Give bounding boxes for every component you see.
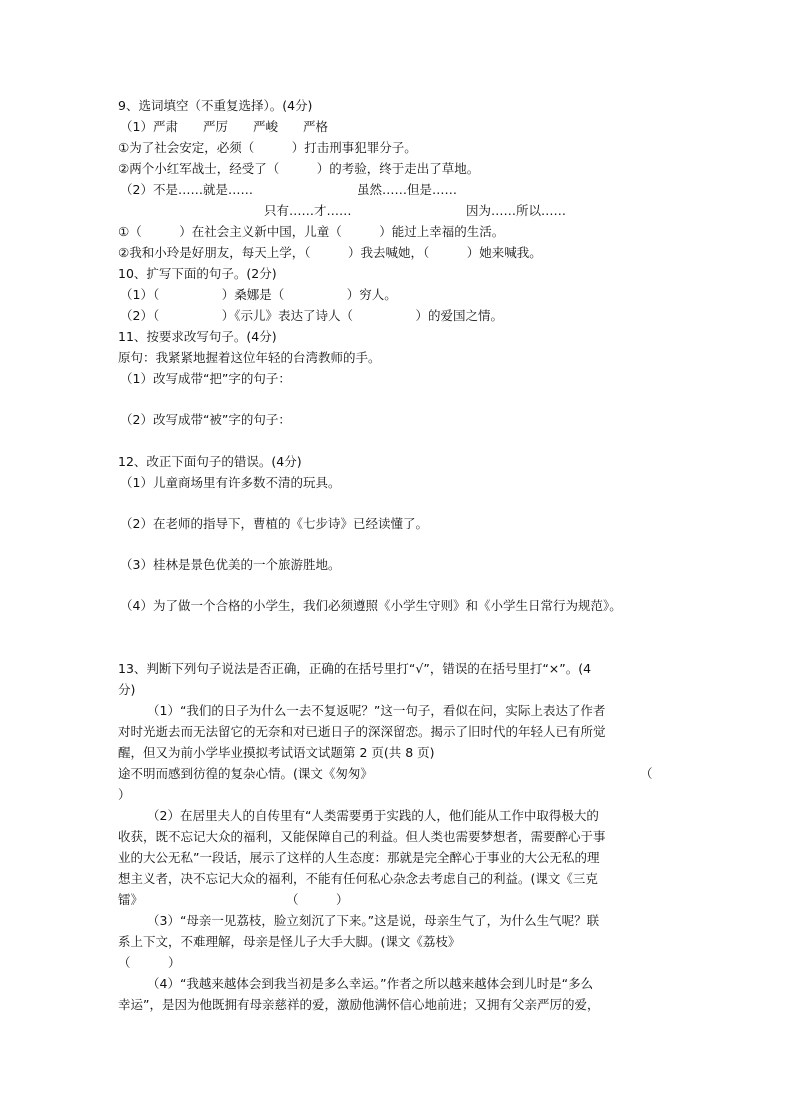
q9-sentence-2: ②两个小红军战士，经受了（ ）的考验，终于走出了草地。 [118,161,480,176]
q12-sentence-1: （1）儿童商场里有许多数不清的玩具。 [120,475,341,490]
q13-item1-bracket-open: （ [640,766,653,781]
q12-sentence-4: （4）为了做一个合格的小学生，我们必须遵照《小学生守则》和《小学生日常行为规范》。 [120,598,622,613]
q11-original: 原句：我紧紧地握着这位年轻的台湾教师的手。 [118,350,381,365]
q13-item1-bracket-close: ） [118,787,131,802]
q13-item1-line-1: （1）“我们的日子为什么一去不复返呢？”这一句子，看似在问，实际上表达了作者 [147,703,606,718]
q13-title-line-2: 分) [118,682,136,697]
q11-prompt-1: （1）改写成带“把”字的句子： [120,371,291,386]
q9-sentence-3: ①（ ）在社会主义新中国，儿童（ ）能过上幸福的生活。 [118,224,505,239]
q11-prompt-2: （2）改写成带“被”字的句子： [120,412,291,427]
q11-title: 11、按要求改写句子。(4分) [118,329,277,344]
q13-item1-line-2: 对时光逝去而无法留它的无奈和对已逝日子的深深留恋。揭示了旧时代的年轻人已有所觉 [118,724,606,739]
q13-item3-answer-brackets: （ ） [118,955,181,970]
q13-item3-line-1: （3）“母亲一见荔枝，脸立刻沉了下来。”这是说，母亲生气了，为什么生气呢？联 [147,913,600,928]
q12-sentence-3: （3）桂林是景色优美的一个旅游胜地。 [120,557,341,572]
q9-part2-option-b: 虽然……但是…… [357,182,458,197]
q13-item2-line-3: 业的大公无私”一段话，展示了这样的人生态度：那就是完全醉心于事业的大公无私的理 [118,850,600,865]
q13-item1-line-4: 途不明而感到彷徨的复杂心情。(课文《匆匆》 [118,766,373,781]
q12-title: 12、改正下面句子的错误。(4分) [118,454,302,469]
q13-item2-line-5: 镭》 [118,892,144,907]
q13-item2-line-4: 想主义者，决不忘记大众的福利，不能有任何私心杂念去考虑自己的利益。(课文《三克 [118,871,598,886]
q9-title: 9、选词填空（不重复选择）。(4分) [118,98,313,113]
q9-part2-option-d: 因为……所以…… [466,203,567,218]
q13-item3-line-2: 系上下文，不难理解，母亲是怪儿子大手大脚。(课文《荔枝》 [118,934,461,949]
q9-sentence-1: ①为了社会安定，必须（ ）打击刑事犯罪分子。 [118,140,417,155]
q13-item1-line-3: 醒，但又为前小学毕业摸拟考试语文试题第 2 页(共 8 页) [118,745,435,760]
q13-item4-line-1: （4）“我越来越体会到我当初是多么幸运。”作者之所以越来越体会到儿时是“多么 [147,976,594,991]
q13-title-line-1: 13、判断下列句子说法是否正确，正确的在括号里打“√”，错误的在括号里打“×”。(4 [118,661,592,676]
q12-sentence-2: （2）在老师的指导下，曹植的《七步诗》已经读懂了。 [120,516,428,531]
q10-sentence-2: （2）（ ）《示儿》表达了诗人（ ）的爱国之情。 [120,308,503,323]
q13-item2-line-1: （2）在居里夫人的自传里有“人类需要勇于实践的人，他们能从工作中取得极大的 [147,808,599,823]
q9-part2-option-c: 只有……才…… [264,203,352,218]
q13-item4-line-2: 幸运”，是因为他既拥有母亲慈祥的爱，激励他满怀信心地前进；又拥有父亲严厉的爱， [118,997,600,1012]
q10-sentence-1: （1）（ ）桑娜是（ ）穷人。 [120,287,397,302]
q9-part1-words: （1）严肃 严厉 严峻 严格 [120,119,328,134]
q9-part2-option-a: （2）不是……就是…… [120,182,253,197]
q9-sentence-4: ②我和小玲是好朋友，每天上学，（ ）我去喊她，（ ）她来喊我。 [118,245,542,260]
q13-item2-line-2: 收获，既不忘记大众的福利，又能保障自己的利益。但人类也需要梦想者，需要醉心于事 [118,829,606,844]
q10-title: 10、扩写下面的句子。(2分) [118,266,277,281]
q13-item2-answer-brackets: （ ） [286,892,349,907]
